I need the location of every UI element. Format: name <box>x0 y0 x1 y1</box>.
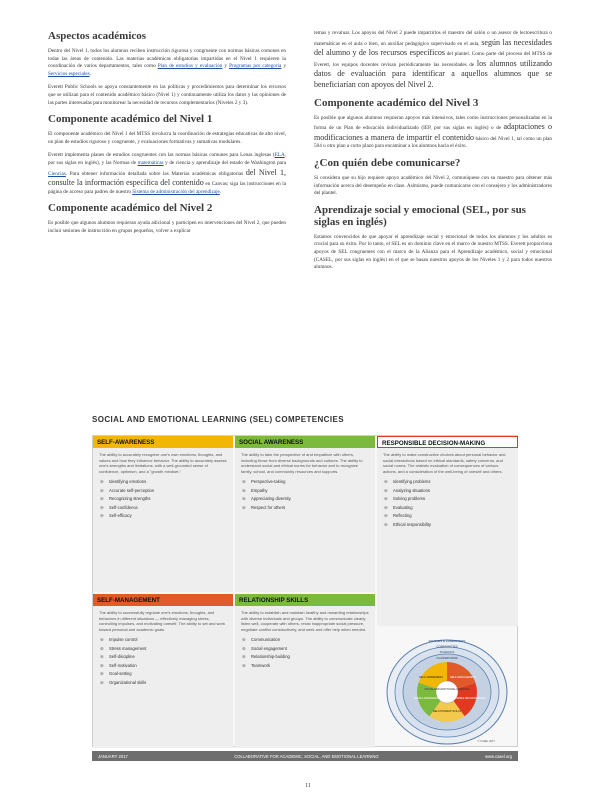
list-item: ⊕ Stress management <box>99 645 227 654</box>
paragraph-aspectos: Dentro del Nivel 1, todos los alumnos reciben instrucción rigurosa y congruente con normas básicas comunes en todas las áreas de contenido. Las materias académicas obligatorias impartidas en el Nivel 1 requieren la coordinación de varios departamentos, tales como Plan de estudios y evaluación y Programas por categoría y Servicios especiales. <box>48 48 287 77</box>
heading-nivel3: Componente académico del Nivel 3 <box>314 96 479 109</box>
link-servicios-especiales[interactable]: Servicios especiales <box>48 70 90 77</box>
list-self-management <box>99 636 227 688</box>
panel-self-awareness <box>93 436 233 592</box>
list-item: ⊕ Ethical responsibility <box>383 521 512 530</box>
panel-head-social-awareness: SOCIAL AWARENESS <box>235 436 375 448</box>
wheel-label-seg2: SELF-MANAGEMENT <box>450 676 476 679</box>
link-matematicas[interactable]: matemáticas <box>137 159 164 166</box>
link-sistema-aprendizaje[interactable]: Sistema de administración del aprendizaje <box>132 188 220 195</box>
list-item: ⊕ Respect for others <box>241 504 369 513</box>
sel-grid <box>92 435 518 747</box>
panel-self-management <box>93 594 233 748</box>
list-item: ⊕ Goal-setting <box>99 670 227 679</box>
panel-head-relationship: RELATIONSHIP SKILLS <box>235 594 375 606</box>
heading-aspectos: Aspectos académicos <box>48 30 147 42</box>
wheel-label-outer2: COMMUNITIES <box>436 644 458 649</box>
list-self-awareness <box>99 478 227 521</box>
heading-nivel1: Componente académico del Nivel 1 <box>48 113 213 126</box>
page-number: 11 <box>305 783 311 789</box>
list-item: ⊕ Analyzing situations <box>383 487 512 496</box>
list-item: ⊕ Self-motivation <box>99 662 227 671</box>
list-item: ⊕ Relationship-building <box>241 653 369 662</box>
paragraph-nivel1: El componente académico del Nivel 1 del MTSS involucra la coordinación de estrategias educativas de alto nivel, un plan de estudios riguroso y congruente, y evaluaciones formativas y sumativas modulares. <box>48 131 286 145</box>
wheel-label-outer3: SCHOOLS <box>439 650 455 654</box>
list-item: ⊕ Impulse control <box>99 636 227 645</box>
list-item: ⊕ Organizational skills <box>99 679 227 688</box>
panel-relationship-skills <box>235 594 375 748</box>
heading-nivel2: Componente académico del Nivel 2 <box>48 202 213 215</box>
paragraph-nivel2-cont: temas y revaluar. Los apoyos del Nivel 2 puede impartirlos el maestro del salón o un asesor de lectoescritura o matemáticas en el aula o bien, un auxiliar pedagógico supervisado en el aula, según las necesidades del alumno y de los recursos específicos del plantel. Como parte del proceso del MTSS de Everett, los equipos docentes revisan periódicamente las necesidades de los alumnos utilizando datos de evaluación para identificar a aquellos alumnos que se beneficiarían con apoyos del Nivel 2. <box>314 30 553 89</box>
panel-head-self-management: SELF-MANAGEMENT <box>93 594 233 606</box>
list-item: ⊕ Empathy <box>241 487 369 496</box>
panel-desc-responsible: The ability to make constructive choices about personal behavior and social interactions based on ethical standards, safety concerns, and social norms. The realistic evaluation of consequences of various actions, and a consideration of the well-being of oneself and others. <box>383 452 506 474</box>
list-relationship <box>241 636 369 670</box>
panel-head-responsible: RESPONSIBLE DECISION-MAKING <box>377 436 518 448</box>
list-item: ⊕ Identifying emotions <box>99 478 227 487</box>
panel-desc-social-awareness: The ability to take the perspective of and empathize with others, including those from diverse backgrounds and cultures. The ability to understand social and ethical norms for behavior and to recognize family, school, and community resources and supports. <box>241 452 363 474</box>
paragraph-nivel2: Es posible que algunos alumnos requieran ayuda adicional y participen en intervenciones del Nivel 2, que pueden incluir sesiones de instrucción en grupos pequeños, volver a explicar <box>48 220 286 234</box>
wheel-copyright: © CASEL 2017 <box>477 740 495 743</box>
paragraph-everett: Everett Public Schools se apoya constantemente en las políticas y procedimientos para determinar los recursos que se utilizan para el contenido académico básico (Nivel 1) y continuamente utiliza los datos y las opiniones de las partes interesadas para monitorear la necesidad de recursos complementarios (Niveles 2 y 3). <box>48 84 286 106</box>
link-ciencias[interactable]: Ciencias <box>48 170 66 177</box>
list-item: ⊕ Communication <box>241 636 369 645</box>
sel-competencies-graphic <box>92 415 518 763</box>
list-item: ⊕ Evaluating <box>383 504 512 513</box>
list-item: ⊕ Perspective-taking <box>241 478 369 487</box>
wheel-label-seg1: SELF-AWARENESS <box>419 676 443 679</box>
list-item: ⊕ Teamwork <box>241 662 369 671</box>
wheel-center-label: SOCIAL AND EMOTIONAL LEARNING <box>424 688 470 691</box>
link-plan-estudios[interactable]: Plan de estudios y evaluación <box>157 63 223 70</box>
panel-desc-relationship: The ability to establish and maintain healthy and rewarding relationships with diverse individuals and groups. The ability to communicate clearly, listen well, cooperate with others, resist inappropriate social pressure, negotiate conflict constructively, and seek and offer help when needed. <box>241 610 369 632</box>
paragraph-sel: Estamos convencidos de que apoyar el aprendizaje social y emocional de todos los alumnos y los adultos es crucial para su éxito. Por lo tanto, el SEL es un dominio clave en el marco de nuestro MTSS. Everett proporciona apoyos de SEL congruentes con el marco de la Alianza para el Aprendizaje académico, social y emocional (CASEL, por sus siglas en inglés) en el que se basan nuestros apoyos de los Niveles 1 y 2 para todos nuestros alumnos. <box>314 233 552 271</box>
list-responsible <box>383 478 512 530</box>
sel-title: SOCIAL AND EMOTIONAL LEARNING (SEL) COMPETENCIES <box>92 415 344 424</box>
list-item: ⊕ Appreciating diversity <box>241 495 369 504</box>
paragraph-normas: Everett implementa planes de estudios congruentes con las normas básicas comunes para Lenas inglesas (ELA, por sus siglas en inglés), y las Normas de matemáticas y de ciencia y aprendizaje del estado de Washington para Ciencias. Para obtener información detallada sobre las Materias académicas obligatorias del Nivel 1, consulte la información específica del contenido en Canvas; siga las instrucciones en la página de acceso para padres de nuestro Sistema de administración del aprendizaje. <box>48 152 287 195</box>
sel-footer-date: JANUARY 2017 <box>98 753 128 759</box>
wheel-label-seg3: RESPONSIBLE DECISION-MAKING <box>448 698 486 700</box>
list-item: ⊕ Solving problems <box>383 495 512 504</box>
heading-sel: Aprendizaje social y emocional (SEL, por sus siglas en inglés) <box>314 203 526 228</box>
heading-comunicarse: ¿Con quién debe comunicarse? <box>314 156 461 169</box>
wheel-label-outer1: FAMILIES & CAREGIVERS <box>428 639 466 643</box>
list-item: ⊕ Self-discipline <box>99 653 227 662</box>
list-item: ⊕ Accurate self-perception <box>99 487 227 496</box>
list-item: ⊕ Reflecting <box>383 512 512 521</box>
casel-wheel <box>383 636 511 748</box>
paragraph-nivel3: Es posible que algunos alumnos requieran apoyos más intensivos, tales como instrucciones personalizadas en la forma de un Plan de educación individualizado (IEP, por sus siglas en inglés) o de adaptaciones o modificaciones a manera de impartir el contenido básico del Nivel 1, tal como un plan 504 u otro plan a corto plazo para encaminar a los alumnos hacia el éxito. <box>314 114 552 150</box>
left-column <box>48 30 286 242</box>
wheel-label-outer4: CLASSROOMS <box>436 656 458 660</box>
wheel-label-seg5: SOCIAL AWARENESS <box>413 697 441 700</box>
list-item: ⊕ Self-efficacy <box>99 512 227 521</box>
paragraph-comunicarse: Si considera que su hijo requiere apoyo académico del Nivel 2, comuníquese con su maestro para obtener más información acerca del desempeño en clase. Asimismo, puede comunicarse con el consejero y los administradores del plantel. <box>314 174 552 197</box>
sel-footer-org: COLLABORATIVE FOR ACADEMIC, SOCIAL, AND EMOTIONAL LEARNING <box>234 753 379 759</box>
link-programas-categoria[interactable]: Programas por categoría <box>229 63 282 70</box>
sel-footer-bar <box>92 751 518 761</box>
list-item: ⊕ Social engagement <box>241 645 369 654</box>
panel-responsible-decision-making <box>377 436 518 626</box>
wheel-label-seg4: RELATIONSHIP SKILLS <box>432 710 462 713</box>
sel-footer-url: www.casel.org <box>485 753 512 759</box>
panel-head-self-awareness: SELF-AWARENESS <box>93 436 233 448</box>
list-social-awareness <box>241 478 369 512</box>
list-item: ⊕ Self-confidence <box>99 504 227 513</box>
panel-social-awareness <box>235 436 375 592</box>
link-ela[interactable]: ELA <box>274 152 285 159</box>
panel-desc-self-awareness: The ability to accurately recognize one's own emotions, thoughts, and values and how they influence behavior. The ability to accurately assess one's strengths and limitations, with a well-grounded sense of confidence, optimism, and a "growth mindset." <box>99 452 227 474</box>
right-column <box>314 30 552 278</box>
list-item: ⊕ Recognizing strengths <box>99 495 227 504</box>
list-item: ⊕ Identifying problems <box>383 478 512 487</box>
panel-desc-self-management: The ability to successfully regulate one's emotions, thoughts, and behaviors in different situations — effectively managing stress, controlling impulses, and motivating oneself. The ability to set and work toward personal and academic goals. <box>99 610 225 632</box>
